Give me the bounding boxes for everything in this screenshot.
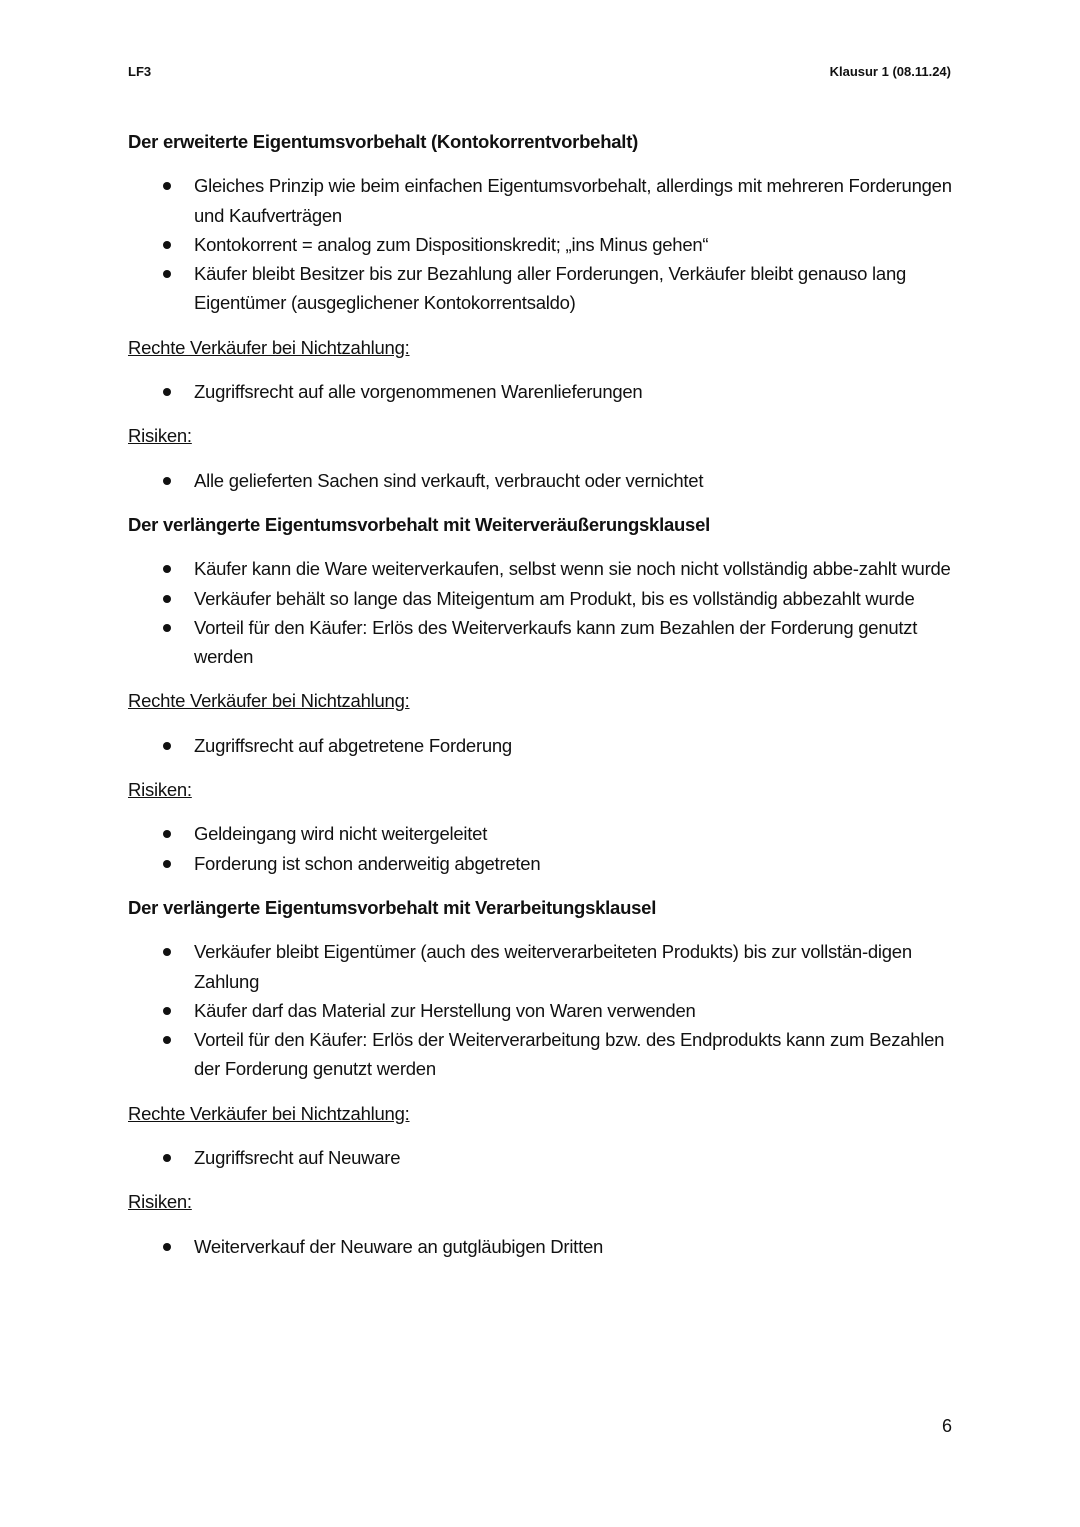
risks-label: Risiken: <box>128 779 192 801</box>
document-body <box>128 127 958 1276</box>
rights-list <box>128 731 958 760</box>
point-item: Verkäufer bleibt Eigentümer (auch des weiterverarbeiteten Produkts) bis zur vollstän-digen Zahlung <box>128 937 954 996</box>
rights-item: Zugriffsrecht auf alle vorgenommenen Warenlieferungen <box>128 377 954 406</box>
point-list <box>128 171 958 317</box>
point-list <box>128 937 958 1083</box>
section-heading: Der verlängerte Eigentumsvorbehalt mit Weiterveräußerungsklausel <box>128 513 711 535</box>
rights-label: Rechte Verkäufer bei Nichtzahlung: <box>128 336 410 358</box>
risks-list <box>128 819 958 878</box>
rights-item: Zugriffsrecht auf Neuware <box>128 1143 954 1172</box>
point-item: Kontokorrent = analog zum Dispositionskredit; „ins Minus gehen“ <box>128 230 954 259</box>
risks-item: Geldeingang wird nicht weitergeleitet <box>128 819 954 848</box>
point-item: Käufer bleibt Besitzer bis zur Bezahlung aller Forderungen, Verkäufer bleibt genauso lang Eigentümer (ausgeglichener Kontokorrentsaldo) <box>128 259 954 318</box>
rights-label: Rechte Verkäufer bei Nichtzahlung: <box>128 1102 410 1124</box>
point-item: Gleiches Prinzip wie beim einfachen Eigentumsvorbehalt, allerdings mit mehreren Forderungen und Kaufverträgen <box>128 171 954 230</box>
risks-item: Forderung ist schon anderweitig abgetreten <box>128 849 954 878</box>
risks-label: Risiken: <box>128 1191 192 1213</box>
header-exam-title: Klausur 1 (08.11.24) <box>829 64 951 79</box>
risks-item: Weiterverkauf der Neuware an gutgläubigen Dritten <box>128 1232 954 1261</box>
risks-label: Risiken: <box>128 425 192 447</box>
point-item: Verkäufer behält so lange das Miteigentum am Produkt, bis es vollständig abbezahlt wurde <box>128 584 954 613</box>
rights-item: Zugriffsrecht auf abgetretene Forderung <box>128 731 954 760</box>
point-item: Käufer kann die Ware weiterverkaufen, selbst wenn sie noch nicht vollständig abbe-zahlt wurde <box>128 554 954 583</box>
rights-label: Rechte Verkäufer bei Nichtzahlung: <box>128 690 410 712</box>
page-number: 6 <box>941 1416 952 1436</box>
point-item: Vorteil für den Käufer: Erlös des Weiterverkaufs kann zum Bezahlen der Forderung genutzt werden <box>128 613 954 672</box>
section-heading: Der erweiterte Eigentumsvorbehalt (Kontokorrentvorbehalt) <box>128 131 639 152</box>
point-item: Vorteil für den Käufer: Erlös der Weiterverarbeitung bzw. des Endprodukts kann zum Bezahlen der Forderung genutzt werden <box>128 1025 954 1084</box>
risks-item: Alle gelieferten Sachen sind verkauft, verbraucht oder vernichtet <box>128 466 954 495</box>
risks-list <box>128 1232 958 1261</box>
rights-list <box>128 377 958 406</box>
rights-list <box>128 1143 958 1172</box>
point-list <box>128 554 958 671</box>
point-item: Käufer darf das Material zur Herstellung von Waren verwenden <box>128 996 954 1025</box>
section-heading: Der verlängerte Eigentumsvorbehalt mit Verarbeitungsklausel <box>128 896 657 918</box>
risks-list <box>128 466 958 495</box>
header-course: LF3 <box>128 64 152 79</box>
